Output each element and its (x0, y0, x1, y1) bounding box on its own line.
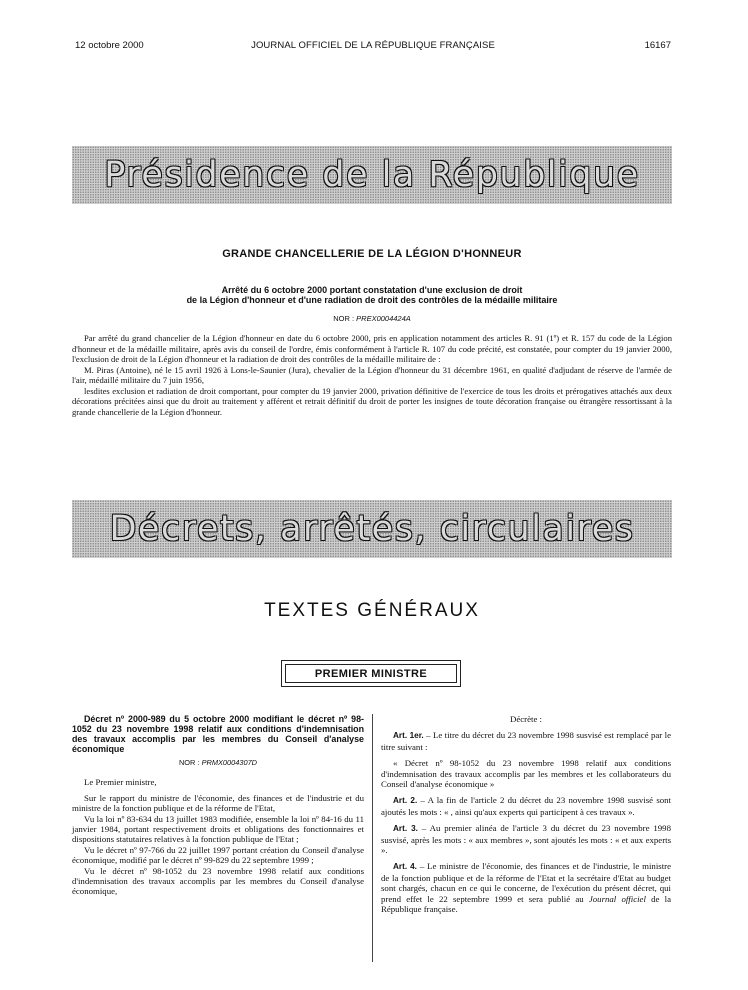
article-3-heading: Art. 3. (393, 824, 418, 834)
decret-nor-code: PRMX0004307D (201, 758, 258, 767)
arrete-title (72, 285, 672, 305)
article-3 (381, 823, 671, 855)
column-divider (372, 714, 373, 962)
decret-nor (72, 758, 364, 768)
decret-title: Décret nº 2000-989 du 5 octobre 2000 modifiant le décret nº 98-1052 du 23 novembre 1998 relatif aux conditions d'indemnisation des travaux accomplis par les membres du Conseil d'analyse économique (72, 714, 364, 754)
article-4 (381, 861, 671, 914)
decret-visa: Vu le décret nº 98-1052 du 23 novembre 1998 relatif aux conditions d'indemnisation des travaux accomplis par les membres du Conseil d'analyse économique, (72, 865, 364, 897)
section-banner-decrets (72, 500, 672, 558)
arrete-paragraph: M. Piras (Antoine), né le 15 avril 1926 à Lons-le-Saunier (Jura), chevalier de la Légion d'honneur du 31 décembre 1961, en qualité d'adjudant de réserve de l'armée de l'air, médaillé militaire du 7 juin 1956, (72, 364, 672, 385)
article-2 (381, 795, 671, 817)
decret-visa: Sur le rapport du ministre de l'économie, des finances et de l'industrie et du ministre de la fonction publique et de la réforme de l'Etat, (72, 792, 364, 814)
premier-ministre-label: PREMIER MINISTRE (285, 664, 457, 683)
header-page-number: 16167 (644, 40, 671, 51)
decret-visa: Vu le décret nº 97-766 du 22 juillet 1997 portant création du Conseil d'analyse économique, modifié par le décret nº 99-829 du 22 septembre 1999 ; (72, 844, 364, 866)
article-4-heading: Art. 4. (393, 862, 417, 872)
decret-visa: Vu la loi nº 83-634 du 13 juillet 1983 modifiée, ensemble la loi nº 84-16 du 11 janvier 1984, portant respectivement droits et obligations des fonctionnaires et dispositions statutaires relatives à la fonction publique de l'Etat ; (72, 813, 364, 845)
arrete-paragraph: Par arrêté du grand chancelier de la Légion d'honneur en date du 6 octobre 2000, pris en application notamment des articles R. 91 (1º) et R. 157 du code de la Légion d'honneur et de la médaille militaire, après avis du conseil de l'ordre, émis conformément à l'article R. 107 du code précité, est constatée, pour compter du 19 janvier 2000, l'exclusion de droit de la Légion d'honneur et la radiation de droit des contrôles de la médaille militaire de : (72, 333, 672, 364)
decret-nor-label: NOR : (178, 758, 200, 767)
article-3-text: – Au premier alinéa de l'article 3 du décret du 23 novembre 1998 susvisé, après les mots : « aux membres », sont ajoutés les mots : « et aux experts ». (381, 823, 671, 856)
decret-column-left (72, 714, 364, 897)
arrete-nor-code: PREX0004424A (356, 314, 411, 323)
arrete-paragraph: lesdites exclusion et radiation de droit comportant, pour compter du 19 janvier 2000, privation définitive de l'exercice de tous les droits et prérogatives attachés aux deux décorations précitées ainsi que du droit au traitement y afférent et retrait définitif du droit de porter les insignes de toute décoration française ou étrangère ressortissant à la grande chancellerie de la Légion d'honneur. (72, 385, 672, 417)
article-2-heading: Art. 2. (393, 796, 418, 806)
banner-decrets-text: Décrets, arrêtés, circulaires (109, 509, 635, 549)
article-2-text: – A la fin de l'article 2 du décret du 23 novembre 1998 susvisé sont ajoutés les mots : « , ainsi qu'aux experts qui participent à ces travaux ». (381, 795, 671, 817)
arrete-nor-label: NOR : (333, 314, 355, 323)
textes-generaux-heading: TEXTES GÉNÉRAUX (264, 600, 480, 621)
article-1-quote: « Décret nº 98-1052 du 23 novembre 1998 relatif aux conditions d'indemnisation des travaux accomplis par les membres et les collaborateurs du Conseil d'analyse économique » (381, 758, 671, 790)
header-journal-title: JOURNAL OFFICIEL DE LA RÉPUBLIQUE FRANÇAISE (251, 40, 495, 51)
banner-presidence-text: Présidence de la République (104, 155, 640, 195)
arrete-title-line1: Arrêté du 6 octobre 2000 portant constatation d'une exclusion de droit (221, 285, 523, 295)
journal-officiel-ref: Journal officiel (588, 893, 646, 904)
header-date: 12 octobre 2000 (75, 40, 144, 51)
article-1 (381, 730, 671, 752)
arrete-body (72, 333, 672, 417)
running-header (75, 40, 671, 54)
section-banner-presidence (72, 146, 672, 204)
article-4-text-end: de la République française. (381, 893, 671, 915)
chancellerie-heading: GRANDE CHANCELLERIE DE LA LÉGION D'HONNEUR (222, 248, 522, 260)
article-1-text: – Le titre du décret du 23 novembre 1998 susvisé est remplacé par le titre suivant : (381, 730, 671, 752)
decrete-label: Décrète : (510, 714, 542, 724)
premier-ministre-box (281, 660, 461, 687)
article-1-heading: Art. 1er. (393, 731, 424, 741)
decret-column-right (381, 714, 671, 915)
article-4-text: – Le ministre de l'économie, des finances et de l'industrie, le ministre de la fonction publique et de la réforme de l'Etat et la secrétaire d'Etat au budget sont chargés, chacun en ce qui le concerne, de l'exécution du présent décret, qui prend effet le 22 septembre 1999 et sera publié au (381, 861, 671, 904)
arrete-nor (72, 314, 672, 323)
decret-opening: Le Premier ministre, (84, 777, 157, 788)
arrete-title-line2: de la Légion d'honneur et d'une radiation de droit des contrôles de la médaille militaire (186, 295, 558, 305)
